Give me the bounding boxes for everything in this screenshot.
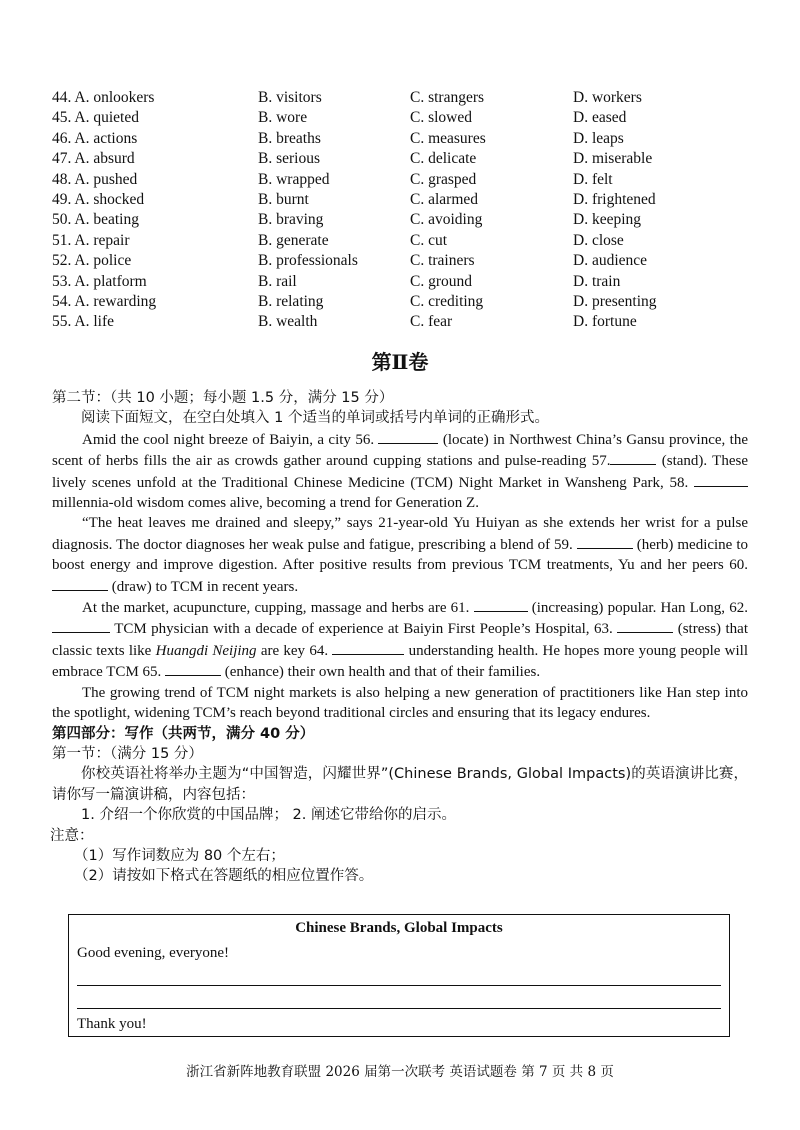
blank-64[interactable] bbox=[332, 640, 404, 655]
note-1: （1）写作词数应为 80 个左右； bbox=[74, 847, 285, 864]
passage-text: “The heat leaves me drained and sleepy,” says 21-year-old Yu Huiyan as she extends her wrist for a pulse diagnosis. The doctor diagnoses her weak pulse and fatigue, prescribing a blend of 59. bbox=[52, 515, 748, 553]
choice-option-a: 51. A. repair bbox=[52, 231, 130, 249]
choice-option-a: 48. A. pushed bbox=[52, 170, 138, 188]
choice-option-b: B. braving bbox=[258, 211, 324, 229]
choice-option-d: D. audience bbox=[573, 252, 648, 270]
blank-57[interactable] bbox=[610, 450, 656, 465]
choice-option-d: D. eased bbox=[573, 109, 627, 127]
section2-heading: 第二节：（共 10 小题；每小题 1.5 分，满分 15 分） bbox=[52, 390, 394, 406]
passage-text: Amid the cool night breeze of Baiyin, a city 56. bbox=[82, 431, 379, 448]
answer-box-title: Chinese Brands, Global Impacts bbox=[295, 920, 503, 936]
choice-option-c: C. delicate bbox=[410, 150, 477, 168]
choice-option-b: B. professionals bbox=[258, 252, 358, 270]
choice-option-b: B. breaths bbox=[258, 129, 321, 147]
answer-box-greeting: Good evening, everyone! bbox=[77, 945, 230, 961]
passage-paragraph-2 bbox=[52, 513, 748, 597]
choice-row bbox=[52, 149, 752, 169]
passage-text: (enhance) their own health and that of their families. bbox=[221, 664, 541, 681]
passage-paragraph-4: The growing trend of TCM night markets is also helping a new generation of practitioners like Han step into the spotlight, widening TCM’s reach beyond traditional circles and ensuring that its legacy endures. bbox=[52, 684, 748, 722]
choice-option-a: 44. A. onlookers bbox=[52, 89, 155, 106]
passage-text: (locate) in Northwest China’s Gansu province, the scent of herbs fills the air as crowds gather around cupping stations and pulse-reading 57. bbox=[52, 431, 748, 470]
passage-paragraph-1 bbox=[52, 429, 748, 514]
blank-62[interactable] bbox=[52, 618, 110, 633]
choice-row bbox=[52, 88, 752, 108]
passage-text: (herb) medicine to boost energy and improve digestion. After positive results from previous TCM treatments, Yu and her peers 60. bbox=[52, 536, 748, 574]
writing-prompt: 你校英语社将举办主题为“中国智造，闪耀世界”(Chinese Brands, Global Impacts)的英语演讲比赛，请你写一篇演讲稿，内容包括： bbox=[52, 766, 748, 803]
choice-row bbox=[52, 312, 752, 332]
choice-option-d: D. train bbox=[573, 272, 621, 290]
choice-option-b: B. relating bbox=[258, 292, 324, 310]
blank-59[interactable] bbox=[577, 534, 633, 549]
choice-option-c: C. fear bbox=[410, 313, 453, 331]
choice-list bbox=[52, 88, 752, 333]
choice-option-a: 46. A. actions bbox=[52, 129, 138, 147]
choice-option-c: C. alarmed bbox=[410, 190, 479, 208]
choice-option-d: D. workers bbox=[573, 89, 642, 106]
passage-text: millennia-old wisdom comes alive, becoming a trend for Generation Z. bbox=[52, 495, 479, 512]
passage-text: TCM physician with a decade of experience at Baiyin First People’s Hospital, 63. bbox=[110, 621, 618, 638]
choice-option-b: B. burnt bbox=[258, 190, 309, 208]
book-title: Huangdi Neijing bbox=[155, 642, 257, 659]
blank-56[interactable] bbox=[378, 429, 438, 444]
choice-option-c: C. grasped bbox=[410, 170, 477, 188]
choice-option-d: D. frightened bbox=[573, 190, 656, 208]
part4-heading: 第四部分：写作（共两节，满分 40 分） bbox=[52, 725, 315, 742]
section2-instruction: 阅读下面短文，在空白处填入 1 个适当的单词或括号内单词的正确形式。 bbox=[81, 410, 549, 427]
writing-points: 1. 介绍一个你欣赏的中国品牌； 2. 阐述它带给你的启示。 bbox=[81, 807, 456, 824]
choice-option-a: 52. A. police bbox=[52, 252, 132, 270]
choice-option-c: C. avoiding bbox=[410, 211, 483, 229]
passage-text: are key 64. bbox=[256, 642, 333, 659]
choice-row bbox=[52, 272, 752, 292]
choice-option-c: C. trainers bbox=[410, 252, 475, 270]
choice-option-b: B. visitors bbox=[258, 89, 322, 106]
passage-text: (draw) to TCM in recent years. bbox=[108, 578, 299, 595]
choice-option-b: B. wrapped bbox=[258, 170, 330, 188]
choice-option-a: 45. A. quieted bbox=[52, 109, 139, 127]
choice-option-c: C. ground bbox=[410, 272, 472, 290]
passage-paragraph-3 bbox=[52, 597, 748, 683]
choice-option-d: D. felt bbox=[573, 170, 613, 188]
choice-option-a: 49. A. shocked bbox=[52, 190, 145, 208]
choice-option-d: D. miserable bbox=[573, 150, 653, 168]
passage-text: At the market, acupuncture, cupping, massage and herbs are 61. bbox=[82, 600, 474, 617]
blank-58[interactable] bbox=[694, 472, 748, 487]
choice-row bbox=[52, 108, 752, 128]
answer-box[interactable] bbox=[68, 914, 730, 1037]
choice-option-a: 54. A. rewarding bbox=[52, 292, 157, 310]
choice-row bbox=[52, 210, 752, 230]
choice-option-a: 50. A. beating bbox=[52, 211, 139, 229]
blank-65[interactable] bbox=[165, 661, 221, 676]
choice-option-a: 53. A. platform bbox=[52, 272, 147, 290]
part-title: 第Ⅱ卷 bbox=[371, 350, 429, 374]
writing-line bbox=[77, 985, 721, 986]
choice-option-a: 47. A. absurd bbox=[52, 150, 135, 168]
blank-60[interactable] bbox=[52, 576, 108, 591]
choice-option-d: D. presenting bbox=[573, 292, 657, 310]
choice-option-c: C. measures bbox=[410, 129, 486, 147]
blank-63[interactable] bbox=[617, 618, 673, 633]
page-footer: 浙江省新阵地教育联盟 2026 届第一次联考 英语试题卷 第 7 页 共 8 页 bbox=[186, 1064, 614, 1080]
note-label: 注意： bbox=[50, 827, 94, 844]
answer-box-closing: Thank you! bbox=[77, 1016, 147, 1032]
choice-option-d: D. leaps bbox=[573, 129, 624, 147]
choice-option-c: C. strangers bbox=[410, 89, 485, 106]
blank-61[interactable] bbox=[474, 597, 528, 612]
passage-text: (stress) that classic texts like bbox=[52, 621, 748, 659]
choice-option-b: B. serious bbox=[258, 150, 320, 168]
choice-row bbox=[52, 190, 752, 210]
choice-row bbox=[52, 129, 752, 149]
choice-option-d: D. close bbox=[573, 231, 624, 249]
passage-text: (increasing) popular. Han Long, 62. bbox=[527, 600, 748, 617]
choice-row bbox=[52, 170, 752, 190]
note-2: （2）请按如下格式在答题纸的相应位置作答。 bbox=[74, 868, 374, 885]
choice-option-c: C. cut bbox=[410, 231, 448, 249]
part4-section1-heading: 第一节：（满分 15 分） bbox=[52, 745, 203, 762]
passage-text: (stand). These lively scenes unfold at the Traditional Chinese Medicine (TCM) Night Market in Wansheng Park, 58. bbox=[52, 453, 748, 491]
choice-row bbox=[52, 292, 752, 312]
choice-option-a: 55. A. life bbox=[52, 313, 114, 331]
section2 bbox=[52, 388, 748, 887]
choice-option-b: B. wore bbox=[258, 109, 308, 127]
choice-option-c: C. crediting bbox=[410, 292, 484, 310]
writing-line bbox=[77, 1008, 721, 1009]
choice-option-b: B. generate bbox=[258, 231, 329, 249]
choice-option-d: D. fortune bbox=[573, 313, 637, 331]
choice-option-d: D. keeping bbox=[573, 211, 642, 229]
choice-option-c: C. slowed bbox=[410, 109, 472, 127]
choice-option-b: B. rail bbox=[258, 272, 297, 290]
choice-row bbox=[52, 251, 752, 271]
choice-row bbox=[52, 231, 752, 251]
passage-text: understanding health. He hopes more young people will embrace TCM 65. bbox=[52, 642, 748, 681]
choice-option-b: B. wealth bbox=[258, 313, 318, 331]
